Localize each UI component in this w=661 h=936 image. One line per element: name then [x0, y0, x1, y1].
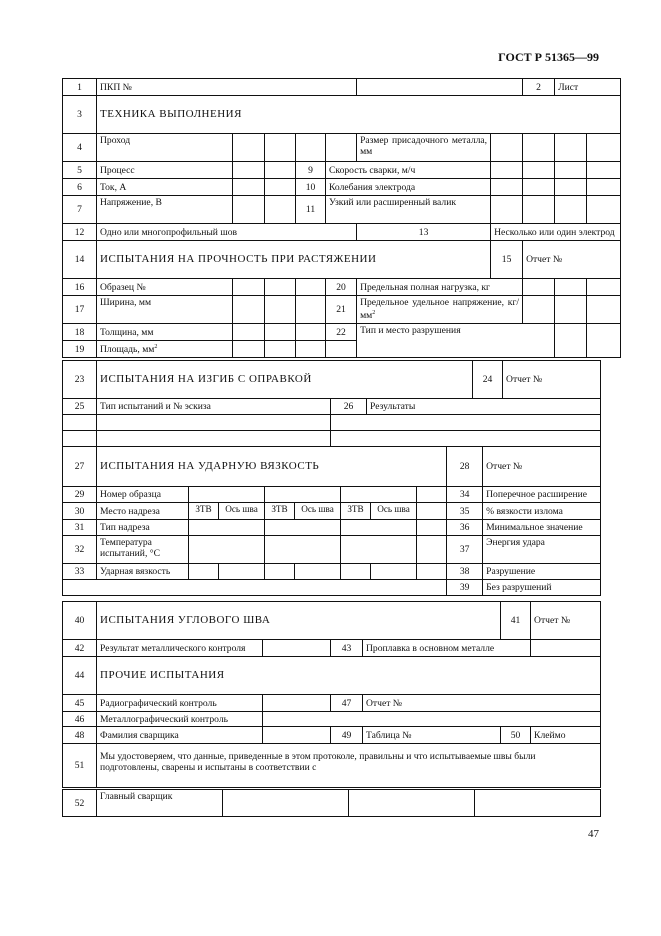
field-label: Фамилия сварщика	[97, 727, 263, 744]
welding-protocol-table-a	[62, 78, 621, 358]
row-number: 47	[331, 695, 363, 712]
table-row	[63, 640, 601, 657]
field-label: Энергия удара	[483, 536, 601, 564]
row-number: 4	[63, 134, 97, 162]
table-row	[63, 744, 601, 788]
table-row	[63, 179, 621, 196]
field-label: Ударная вязкость	[97, 564, 189, 580]
row-number: 15	[491, 241, 523, 279]
row-number: 30	[63, 503, 97, 520]
field-label: Минимальное значение	[483, 520, 601, 536]
row-number: 11	[296, 196, 326, 224]
row-number: 37	[447, 536, 483, 564]
field-label: Ширина, мм	[97, 296, 233, 324]
table-row	[63, 79, 621, 96]
row-number: 48	[63, 727, 97, 744]
report-number-label: Отчет №	[503, 361, 601, 399]
table-row	[63, 447, 601, 487]
field-label: Предельная полная нагрузка, кг	[357, 279, 523, 296]
row-number: 24	[473, 361, 503, 399]
field-label: Напряжение, В	[97, 196, 233, 224]
table-row	[63, 727, 601, 744]
section-title: ИСПЫТАНИЯ НА ИЗГИБ С ОПРАВКОЙ	[97, 361, 473, 399]
field-label: Радиографический контроль	[97, 695, 263, 712]
table-row	[63, 361, 601, 399]
section-title: ИСПЫТАНИЯ УГЛОВОГО ШВА	[97, 602, 501, 640]
zone-htz-label: ЗТВ	[341, 503, 371, 520]
row-number: 51	[63, 744, 97, 788]
field-label: Ток, А	[97, 179, 233, 196]
field-label: Результат металлического контроля	[97, 640, 263, 657]
row-number: 19	[63, 341, 97, 358]
table-row	[63, 536, 601, 564]
row-number: 50	[501, 727, 531, 744]
table-row	[63, 241, 621, 279]
table-row	[63, 712, 601, 727]
field-label: Без разрушений	[483, 580, 601, 596]
row-number: 10	[296, 179, 326, 196]
signature-table	[62, 789, 601, 817]
table-row	[63, 431, 601, 447]
row-number: 31	[63, 520, 97, 536]
field-label: Образец №	[97, 279, 233, 296]
row-number: 26	[331, 399, 367, 415]
row-number: 45	[63, 695, 97, 712]
welding-protocol-table-c	[62, 446, 601, 596]
table-row	[63, 96, 621, 134]
row-number: 16	[63, 279, 97, 296]
welding-protocol-table-b	[62, 360, 601, 447]
row-number: 46	[63, 712, 97, 727]
table-row	[63, 790, 601, 817]
zone-htz-label: ЗТВ	[265, 503, 295, 520]
row-number: 38	[447, 564, 483, 580]
field-label: Площадь, $мм^2$	[97, 341, 233, 358]
report-number-label: Отчет №	[523, 241, 621, 279]
row-number: 13	[357, 224, 491, 241]
zone-htz-label: ЗТВ	[189, 503, 219, 520]
table-row	[63, 162, 621, 179]
section-title: ПРОЧИЕ ИСПЫТАНИЯ	[97, 657, 601, 695]
field-label: Номер образца	[97, 487, 189, 503]
table-row	[63, 520, 601, 536]
field-label: Проплавка в основном металле	[363, 640, 531, 657]
row-number: 20	[326, 279, 357, 296]
table-row	[63, 224, 621, 241]
table-row	[63, 134, 621, 162]
field-label: Узкий или расширенный валик	[326, 196, 491, 224]
row-number: 43	[331, 640, 363, 657]
table-row	[63, 503, 601, 520]
row-number: 5	[63, 162, 97, 179]
field-label: Проход	[97, 134, 233, 162]
welding-protocol-table-d	[62, 601, 601, 788]
field-label: Толщина, мм	[97, 324, 233, 341]
row-number: 17	[63, 296, 97, 324]
row-number: 27	[63, 447, 97, 487]
row-number: 52	[63, 790, 97, 817]
field-label: Скорость сварки, м/ч	[326, 162, 491, 179]
document-code: ГОСТ Р 51365—99	[498, 50, 599, 64]
field-label: Предельное удельное напряжение, $кг/мм^2$	[357, 296, 523, 324]
section-title: ТЕХНИКА ВЫПОЛНЕНИЯ	[97, 96, 621, 134]
row-number: 22	[326, 324, 357, 341]
row-number: 12	[63, 224, 97, 241]
field-label: Несколько или один электрод	[491, 224, 621, 241]
table-row	[63, 196, 621, 224]
table-row	[63, 602, 601, 640]
row-number: 23	[63, 361, 97, 399]
table-row	[63, 564, 601, 580]
table-row	[63, 279, 621, 296]
field-label: Тип надреза	[97, 520, 189, 536]
field-label: Процесс	[97, 162, 233, 179]
report-number-label: Отчет №	[483, 447, 601, 487]
table-row	[63, 296, 621, 324]
certification-statement: Мы удостоверяем, что данные, приведенные в этом протоколе, правильны и что испытываемые швы были подготовлены, сварены и испытаны в соответствии с	[97, 744, 601, 788]
row-number: 14	[63, 241, 97, 279]
row-number: 49	[331, 727, 363, 744]
row-number: 40	[63, 602, 97, 640]
row-number: 36	[447, 520, 483, 536]
table-row	[63, 324, 621, 341]
field-label: Тип испытаний и № эскиза	[97, 399, 331, 415]
field-label: Металлографический контроль	[97, 712, 263, 727]
row-number: 34	[447, 487, 483, 503]
field-label: Размер присадочного металла, мм	[357, 134, 491, 162]
zone-weld-axis-label: Ось шва	[219, 503, 265, 520]
row-number: 28	[447, 447, 483, 487]
field-label: Результаты	[367, 399, 601, 415]
field-label: Клеймо	[531, 727, 601, 744]
row-number: 18	[63, 324, 97, 341]
page-number: 47	[588, 828, 599, 840]
row-number: 21	[326, 296, 357, 324]
zone-weld-axis-label: Ось шва	[295, 503, 341, 520]
report-number-label: Отчет №	[363, 695, 601, 712]
row-number: 33	[63, 564, 97, 580]
section-title: ИСПЫТАНИЯ НА ПРОЧНОСТЬ ПРИ РАСТЯЖЕНИИ	[97, 241, 491, 279]
row-number: 32	[63, 536, 97, 564]
field-label: Разрушение	[483, 564, 601, 580]
row-number: 9	[296, 162, 326, 179]
table-row	[63, 399, 601, 415]
table-row	[63, 415, 601, 431]
table-row	[63, 657, 601, 695]
row-number: 41	[501, 602, 531, 640]
zone-weld-axis-label: Ось шва	[371, 503, 417, 520]
field-label: Одно или многопрофильный шов	[97, 224, 357, 241]
table-row	[63, 580, 601, 596]
row-number: 7	[63, 196, 97, 224]
row-number: 1	[63, 79, 97, 96]
field-label: Тип и место разрушения	[357, 324, 555, 358]
row-number: 2	[523, 79, 555, 96]
field-label: Колебания электрода	[326, 179, 491, 196]
row-number: 6	[63, 179, 97, 196]
row-number: 35	[447, 503, 483, 520]
table-row	[63, 487, 601, 503]
row-number: 25	[63, 399, 97, 415]
row-number: 39	[447, 580, 483, 596]
sheet-label: Лист	[555, 79, 621, 96]
field-label: Температура испытаний, °С	[97, 536, 189, 564]
row-number: 29	[63, 487, 97, 503]
row-number: 44	[63, 657, 97, 695]
section-title: ИСПЫТАНИЯ НА УДАРНУЮ ВЯЗКОСТЬ	[97, 447, 447, 487]
table-row	[63, 695, 601, 712]
field-label: Таблица №	[363, 727, 501, 744]
field-label: Главный сварщик	[97, 790, 223, 817]
field-label: % вязкости излома	[483, 503, 601, 520]
report-number-label: Отчет №	[531, 602, 601, 640]
row-number: 3	[63, 96, 97, 134]
field-label: Поперечное расширение	[483, 487, 601, 503]
row-number: 42	[63, 640, 97, 657]
pkp-number-label: ПКП №	[97, 79, 357, 96]
field-label: Место надреза	[97, 503, 189, 520]
